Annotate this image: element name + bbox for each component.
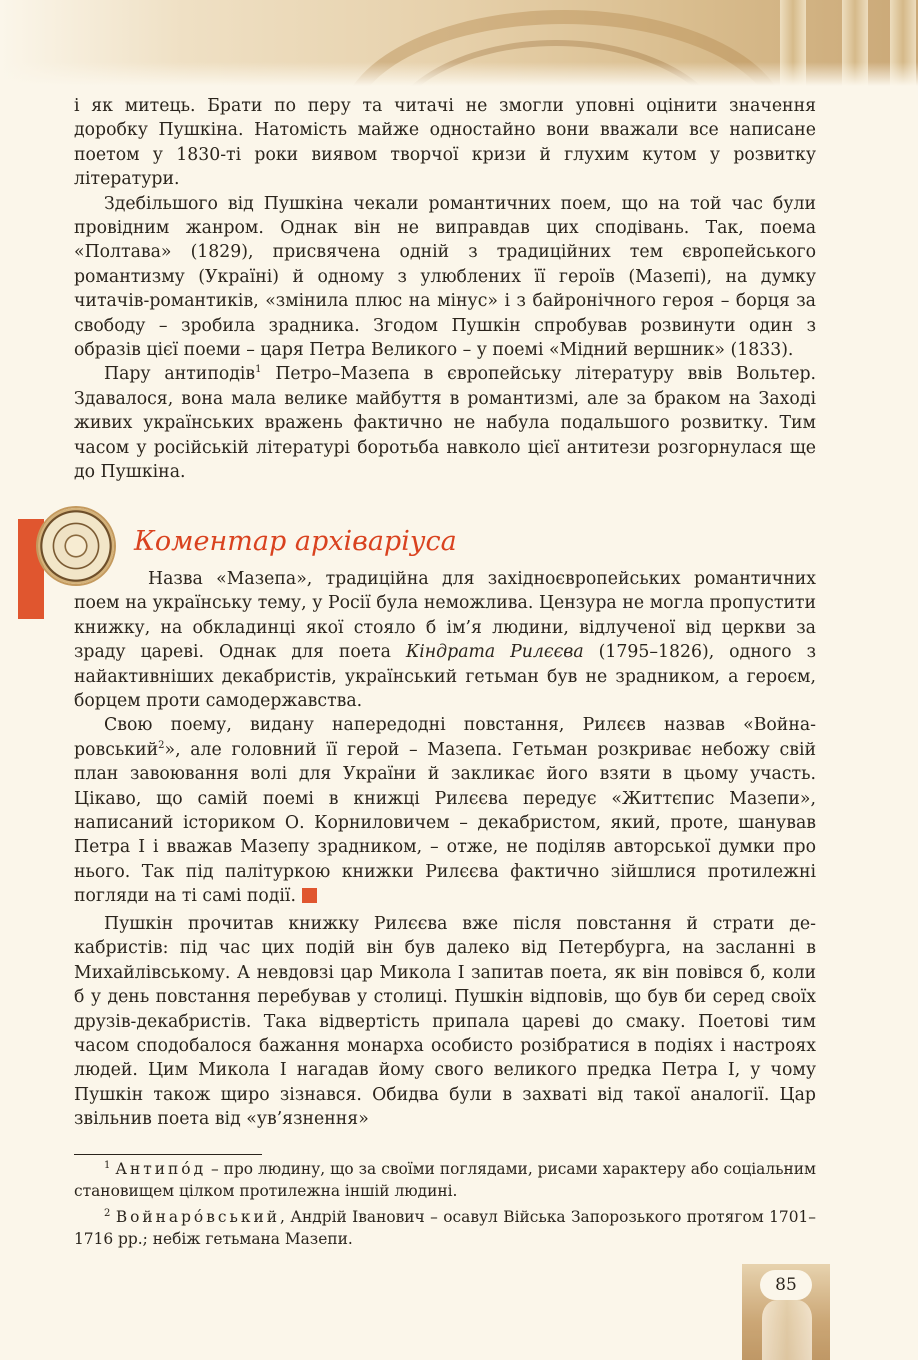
section-end-mark	[302, 888, 317, 903]
paragraph	[74, 567, 816, 713]
footnote-ref: 2	[158, 740, 165, 752]
paragraph-text: Пару антиподів	[104, 364, 256, 385]
paragraph-text: Назва «Мазепа», традиційна для західноєвропейських романтичних поем на українську тему, у Росії була неможлива. Цензура не могла пропустити книжку, на обкладинці якої стояло б ім’я людини, відлученої від церкви за зраду цареві. Однак для поета	[74, 569, 816, 663]
paragraph-text: (1795–1826), одного з найактивніших декабристів, український гетьман був не зрадником, а героєм, борцем проти самодержавства.	[74, 642, 816, 712]
banner-fade	[0, 62, 918, 86]
footnote-ref: 1	[255, 364, 262, 376]
footnote-text: – про людину, що за своїми поглядами, рисами характеру або соціальним становищем цілком протилежна іншій людині.	[74, 1160, 816, 1200]
footnotes	[74, 1158, 816, 1254]
section-title: Коментар архіваріуса	[134, 526, 457, 557]
text-block-intro	[74, 94, 816, 485]
paragraph-text: », але головний її герой – Мазепа. Гетьман розкриває небожу свій план завоювання волі для України й закликає його взяти в цьому участь. Цікаво, що самій поемі в книжці Рилєєва передує «Життєпис Мазепи», написаний істориком О. Корниловичем – декабристом, який, проте, шанував Петра І і вважав Мазепу зрадником, – отже, не поділяв авторської думки про нього. Так під палітуркою книжки Рилєєва фактично зійшлися протилежні погляди на ті самі події.	[74, 739, 816, 907]
footnote-term: Войнаро́вський	[115, 1208, 280, 1226]
paragraph: і як митець. Брати по перу та читачі не змогли уповні оцінити значення доробку Пушкіна. Натомість майже одностайно вони вважали все написане поетом у 1830-ті роки виявом творчої кризи й глухим кутом у розвитку літератури.	[74, 96, 816, 190]
author-name: Кіндрата Рилєєва	[405, 642, 584, 663]
footnote-divider	[74, 1154, 262, 1155]
drape-decoration	[762, 1300, 812, 1360]
paragraph-text: Свою поему, видану напередодні повстання, Рилєєв назвав «Войнаровський	[74, 715, 816, 760]
paragraph: Пушкін прочитав книжку Рилєєва вже після повстання й страти декабристів: під час цих подій він був далеко від Петербурга, на засланні в Михайлівському. А невдовзі цар Микола І запитав поета, як він повівся б, коли б у день повстання перебував у столиці. Пушкін відповів, що був би серед своїх друзів-декабристів. Така відвертість припала цареві до смаку. Поетові тим часом сподобалося бажання монарха особисто розібратися в подіях і настроях людей. Цим Микола І нагадав йому свого великого предка Петра І, у чому Пушкін також щиро зізнався. Обидва були в захваті від такої аналогії. Цар звільнив поета від «ув’язнення»	[74, 914, 816, 1130]
header-banner	[0, 0, 918, 86]
text-block-archivist	[74, 567, 816, 909]
paragraph	[74, 713, 816, 908]
footnote-number: 2	[104, 1207, 111, 1219]
footnote-number: 1	[104, 1159, 111, 1171]
footnote	[74, 1158, 816, 1202]
footnote-term: Антипо́д	[115, 1160, 207, 1178]
text-block-main	[74, 912, 816, 1132]
paragraph: Здебільшого від Пушкіна чекали романтичних поем, що на той час були провідним жанром. Однак він не виправдав цих сподівань. Так, поема «Полтава» (1829), присвячена одній з традиційних тем європейського романтизму (Україні) й одному з улюблених її героїв (Мазепі), на думку читачів-романтиків, «змінила плюс на мінус» і з байронічного героя – борця за свободу – зробила зрадника. Згодом Пушкін спробував розвинути один з образів цієї поеми – царя Петра Великого – у поемі «Мідний вершник» (1833).	[74, 193, 816, 361]
footnote	[74, 1206, 816, 1250]
paragraph	[74, 362, 816, 484]
footnote-text: , Андрій Іванович – осавул Війська Запорозького протягом 1701–1716 рр.; небіж гетьмана Мазепи.	[74, 1208, 816, 1248]
paragraph-text: Петро–Мазепа в європейську літературу ввів Вольтер. Здавалося, вона мала велике майбуття в романтизмі, але за браком на Заході живих українських вражень фактично не набула подальшого розвитку. Тим часом у російській літературі боротьба навколо цієї антитези розгорнулася ще до Пушкіна.	[74, 364, 816, 483]
page-number: 85	[760, 1270, 812, 1300]
